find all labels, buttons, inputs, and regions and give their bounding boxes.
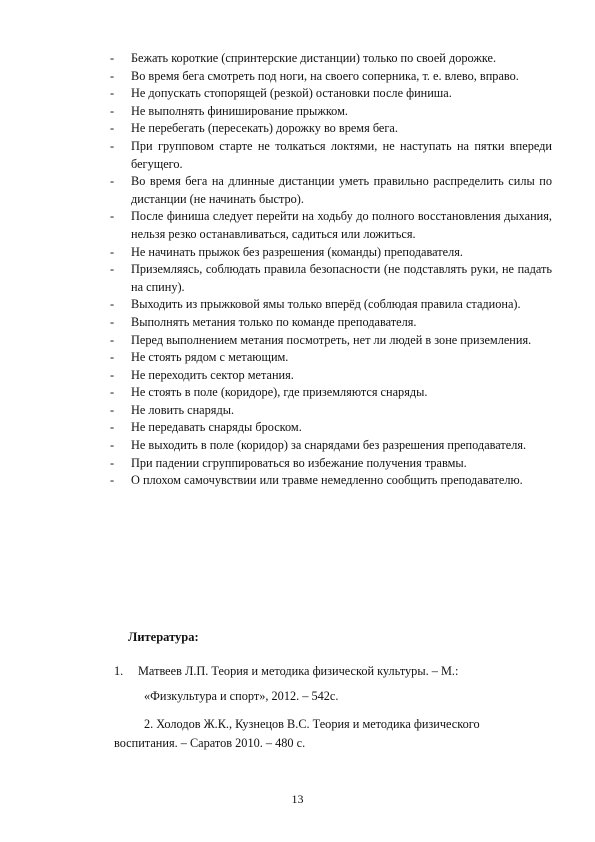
dash-bullet: - — [110, 86, 115, 101]
dash-bullet: - — [110, 121, 115, 136]
list-item: - После финиша следует перейти на ходьбу до полного восстановления дыхания, нельзя резко останавливаться, садиться или ложиться. — [110, 209, 552, 241]
dash-bullet: - — [110, 174, 115, 189]
list-item: - Выходить из прыжковой ямы только вперёд (соблюдая правила стадиона). — [100, 296, 552, 314]
page-number: 13 — [291, 792, 304, 806]
list-item: - О плохом самочувствии или травме немедленно сообщить преподавателю. — [100, 472, 552, 490]
dash-bullet: - — [110, 262, 115, 277]
dash-bullet: - — [110, 420, 115, 435]
list-item: - Не начинать прыжок без разрешения (команды) преподавателя. — [100, 244, 552, 262]
list-item: - Не стоять в поле (коридоре), где приземляются снаряды. — [100, 384, 552, 402]
list-item: - Не выполнять финиширование прыжком. — [100, 103, 552, 121]
literature-item-1-continuation: «Физкультура и спорт», 2012. – 542с. — [144, 689, 339, 703]
dash-bullet: - — [110, 103, 115, 118]
list-item: - Не ловить снаряды. — [100, 402, 552, 420]
dash-bullet: - — [110, 350, 115, 365]
list-item: - Перед выполнением метания посмотреть, нет ли людей в зоне приземления. — [100, 332, 552, 350]
list-item: - Во время бега на длинные дистанции уметь правильно распределить силы по дистанции (не начинать быстро). — [110, 174, 552, 206]
list-item: - Приземляясь, соблюдать правила безопасности (не подставлять руки, не падать на спину). — [110, 262, 552, 294]
dash-bullet: - — [110, 209, 115, 224]
list-item: - Выполнять метания только по команде преподавателя. — [100, 314, 552, 332]
dash-bullet: - — [110, 244, 115, 259]
dash-bullet: - — [110, 68, 115, 83]
dash-bullet: - — [110, 455, 115, 470]
dash-bullet: - — [110, 314, 115, 329]
dash-bullet: - — [110, 297, 115, 312]
literature-item-2-continuation: воспитания. – Саратов 2010. – 480 с. — [114, 736, 306, 750]
dash-bullet: - — [110, 332, 115, 347]
literature-item-2: 2. Холодов Ж.К., Кузнецов В.С. Теория и методика физического — [144, 717, 480, 731]
list-item: - Не выходить в поле (коридор) за снарядами без разрешения преподавателя. — [100, 437, 552, 455]
dash-bullet: - — [110, 138, 115, 153]
list-item: - Не стоять рядом с метающим. — [100, 349, 552, 367]
safety-rules-list — [100, 50, 552, 490]
list-item: - Не передавать снаряды броском. — [100, 419, 552, 437]
list-item: - Не допускать стопорящей (резкой) остановки после финиша. — [100, 85, 552, 103]
dash-bullet: - — [110, 367, 115, 382]
list-item: - Не перебегать (пересекать) дорожку во время бега. — [100, 120, 552, 138]
dash-bullet: - — [110, 385, 115, 400]
dash-bullet: - — [110, 438, 115, 453]
dash-bullet: - — [110, 51, 115, 65]
list-item: - При падении сгруппироваться во избежание получения травмы. — [100, 455, 552, 473]
dash-bullet: - — [110, 473, 115, 488]
list-item: - Во время бега смотреть под ноги, на своего соперника, т. е. влево, вправо. — [100, 68, 552, 86]
dash-bullet: - — [110, 402, 115, 417]
literature-heading: Литература: — [128, 630, 199, 644]
list-item: - Бежать короткие (спринтерские дистанции) только по своей дорожке. — [100, 50, 552, 68]
literature-item-number: 1. — [114, 664, 124, 678]
list-item: - Не переходить сектор метания. — [100, 367, 552, 385]
list-item: - При групповом старте не толкаться локтями, не наступать на пятки впереди бегущего. — [110, 138, 552, 171]
literature-item-1: 1. Матвеев Л.П. Теория и методика физической культуры. – М.: — [114, 661, 552, 681]
